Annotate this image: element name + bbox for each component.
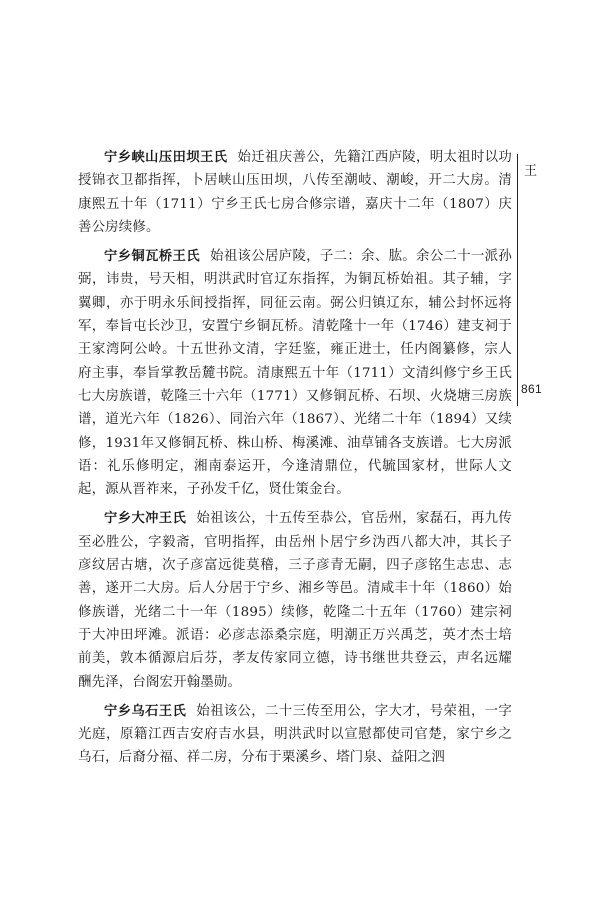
clan-text: 始祖该公，十五传至恭公，官岳州，家磊石，再九传至必胜公，字毅斋，官明指挥，由岳州卜居宁乡沩西八都大冲，其长子彦纹居古塘，次子彦富远徙莫稽，三子彦青无嗣，四子彦铭生志忠、志善，遂开二大房。后人分居于宁乡、湘乡等邑。清咸丰十年（1860）始修族谱，光绪二十一年（1895）续修，乾隆二十五年（1760）建宗祠于大冲田坪滩。派语：必彦志添桑宗庭，明潮正万兴禹芝，英才杰士培前美，敦本循源启后芬，孝友传家同立德，诗书继世共登云，声名远耀酬先泽，台阁宏开翰墨勋。 — [78, 511, 512, 690]
clan-entry — [78, 245, 512, 501]
surname-header: 王 — [524, 164, 538, 179]
page-number: 861 — [521, 382, 542, 396]
margin-rule — [517, 154, 518, 380]
clan-name: 宁乡铜瓦桥王氏 — [104, 249, 201, 265]
clan-text: 始祖该公，二十三传至用公，字大才，号荣祖，一字光庭，原籍江西吉安府吉水县，明洪武时以宣慰都使司官楚，家宁乡之乌石，后裔分福、祥二房，分布于栗溪乡、塔门泉、益阳之泗 — [78, 703, 512, 766]
clan-name: 宁乡乌石王氏 — [104, 703, 187, 719]
clan-entry — [78, 507, 512, 693]
clan-entry — [78, 700, 512, 770]
clan-text: 始迁祖庆善公，先籍江西庐陵，明太祖时以功授锦衣卫都指挥，卜居峡山压田坝，八传至潮岐、潮峻，开二大房。清康熙五十年（1711）宁乡王氏七房合修宗谱，嘉庆十二年（1807）庆善公房续修。 — [78, 150, 512, 235]
clan-name: 宁乡峡山压田坝王氏 — [104, 150, 228, 165]
clan-text: 始祖该公居庐陵，子二：余、肱。余公二十一派孙弼，讳贵，号天相，明洪武时官辽东指挥，为铜瓦桥始祖。其子辅，字翼卿，亦于明永乐间授指挥，同征云南。弼公归镇辽东，辅公封怀远将军，奉旨屯长沙卫，安置宁乡铜瓦桥。清乾隆十一年（1746）建支祠于王家湾阿公岭。十五世孙文清，字廷鉴，雍正进士，任内阁纂修，宗人府主事，奉旨掌教岳麓书院。清康熙五十年（1711）文清纠修宁乡王氏七大房族谱，乾隆三十六年（1771）又修铜瓦桥、石坝、火烧塘三房族谱，道光六年（1826）、同治六年（1867）、光绪二十年（1894）又续修，1931年又修铜瓦桥、株山桥、梅溪滩、油草铺各支族谱。七大房派语：礼乐修明定，湘南泰运开，今逢清鼎位，代毓国家材，世际人文起，源从晋祚来，子孙发千亿，贤仕策金台。 — [78, 249, 512, 498]
margin-rule-lower — [517, 380, 518, 406]
clan-name: 宁乡大冲王氏 — [104, 511, 187, 527]
clan-entry — [78, 146, 512, 239]
document-body — [78, 146, 512, 776]
